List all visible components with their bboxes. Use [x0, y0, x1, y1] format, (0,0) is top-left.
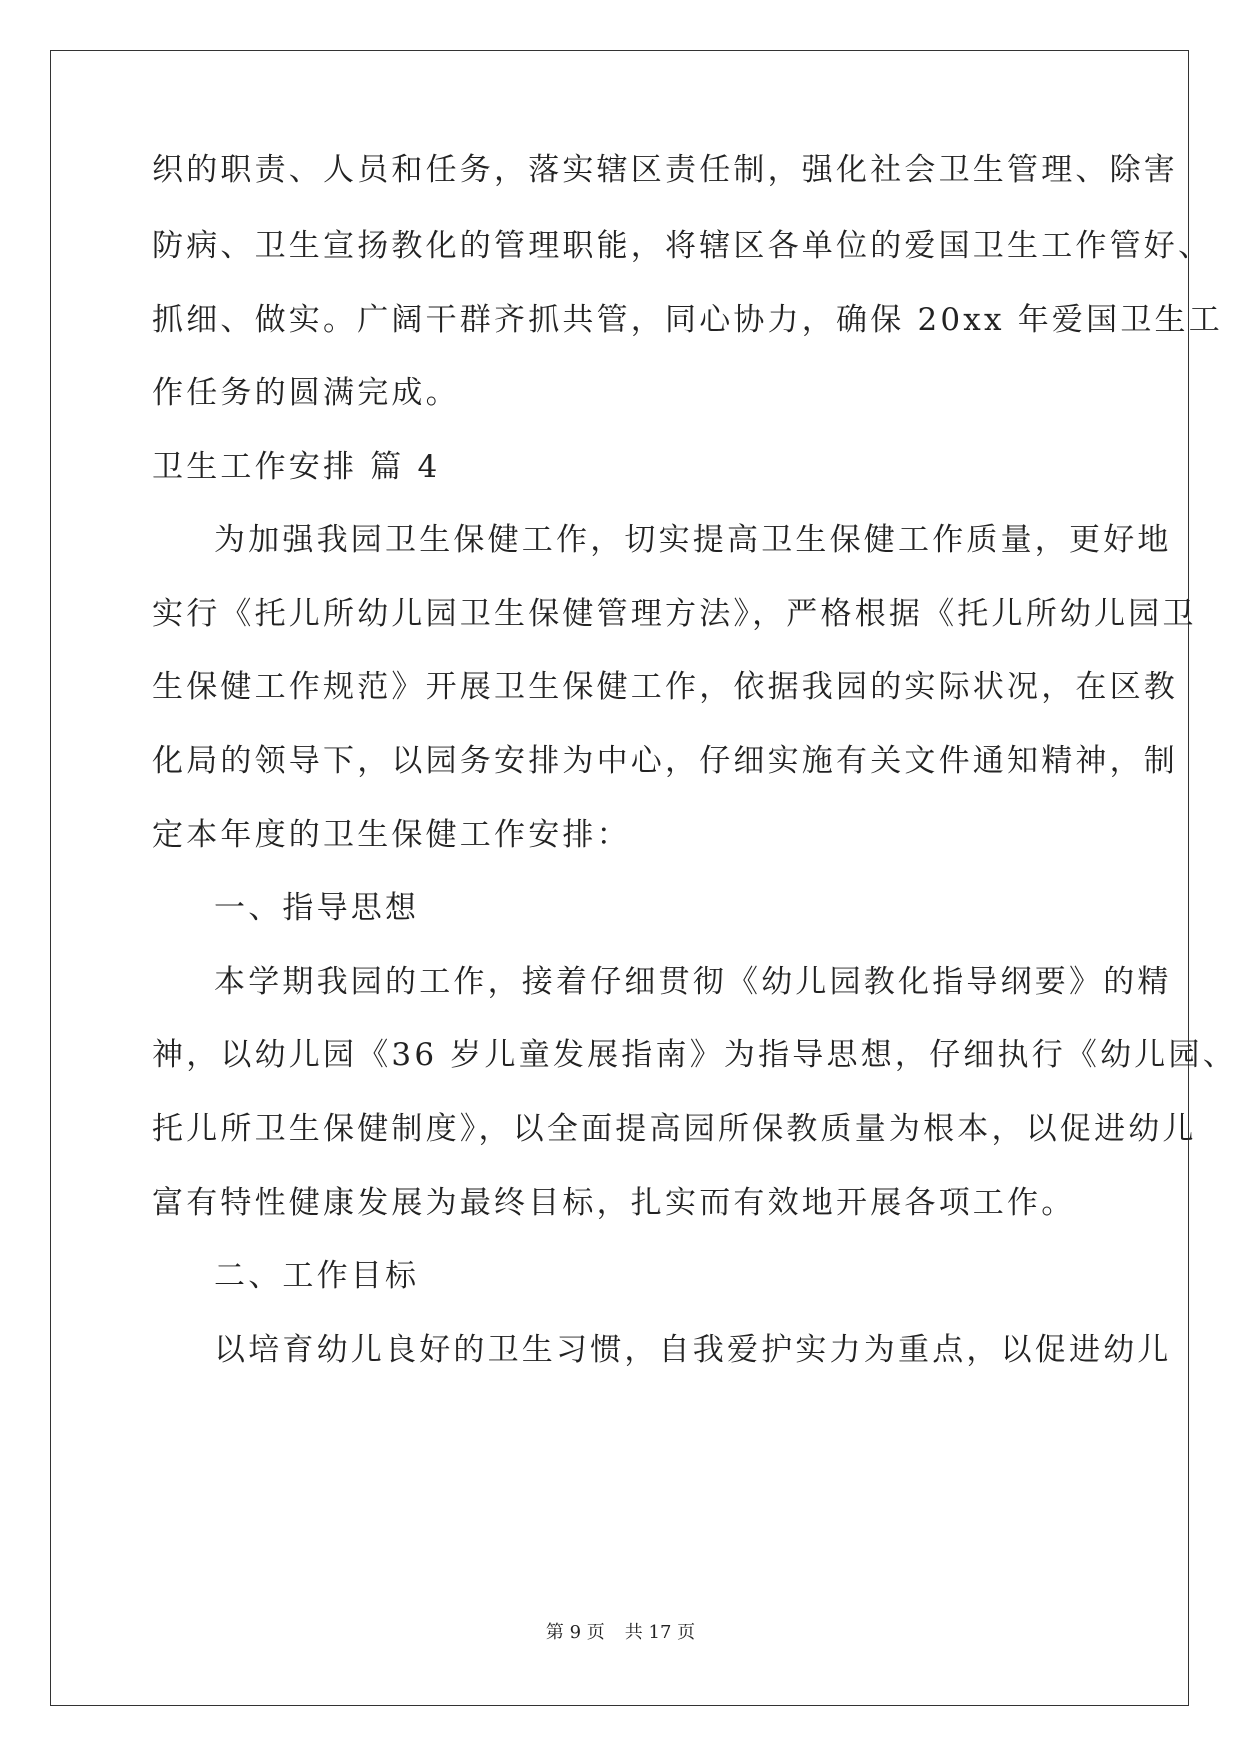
paragraph-line: 织的职责、人员和任务，落实辖区责任制，强化社会卫生管理、除害 — [152, 152, 1178, 188]
paragraph-line: 防病、卫生宣扬教化的管理职能，将辖区各单位的爱国卫生工作管好、 — [152, 228, 1213, 264]
paragraph-line: 抓细、做实。广阔干群齐抓共管，同心协力，确保 20xx 年爱国卫生工 — [152, 302, 1223, 338]
paragraph-line: 以培育幼儿良好的卫生习惯，自我爱护实力为重点，以促进幼儿 — [214, 1332, 1172, 1368]
paragraph-line: 定本年度的卫生保健工作安排： — [152, 817, 631, 853]
section-heading: 卫生工作安排 篇 4 — [152, 449, 441, 485]
paragraph-line: 富有特性健康发展为最终目标，扎实而有效地开展各项工作。 — [152, 1185, 1076, 1221]
paragraph-line: 神，以幼儿园《36 岁儿童发展指南》为指导思想，仔细执行《幼儿园、 — [152, 1037, 1237, 1073]
page-border — [50, 50, 1189, 1706]
page-total: 共 17 页 — [624, 1622, 696, 1643]
subheading: 二、工作目标 — [214, 1258, 420, 1294]
page-footer — [0, 1621, 1241, 1645]
subheading: 一、指导思想 — [214, 890, 420, 926]
paragraph-line: 生保健工作规范》开展卫生保健工作，依据我园的实际状况，在区教 — [152, 669, 1178, 705]
paragraph-line: 实行《托儿所幼儿园卫生保健管理方法》，严格根据《托儿所幼儿园卫 — [152, 596, 1197, 632]
page-number: 第 9 页 — [545, 1622, 605, 1643]
paragraph-line: 为加强我园卫生保健工作，切实提高卫生保健工作质量，更好地 — [214, 522, 1172, 558]
paragraph-line: 托儿所卫生保健制度》，以全面提高园所保教质量为根本，以促进幼儿 — [152, 1111, 1197, 1147]
paragraph-line: 化局的领导下，以园务安排为中心，仔细实施有关文件通知精神，制 — [152, 743, 1178, 779]
paragraph-line: 作任务的圆满完成。 — [152, 375, 460, 411]
paragraph-line: 本学期我园的工作，接着仔细贯彻《幼儿园教化指导纲要》的精 — [214, 964, 1172, 1000]
